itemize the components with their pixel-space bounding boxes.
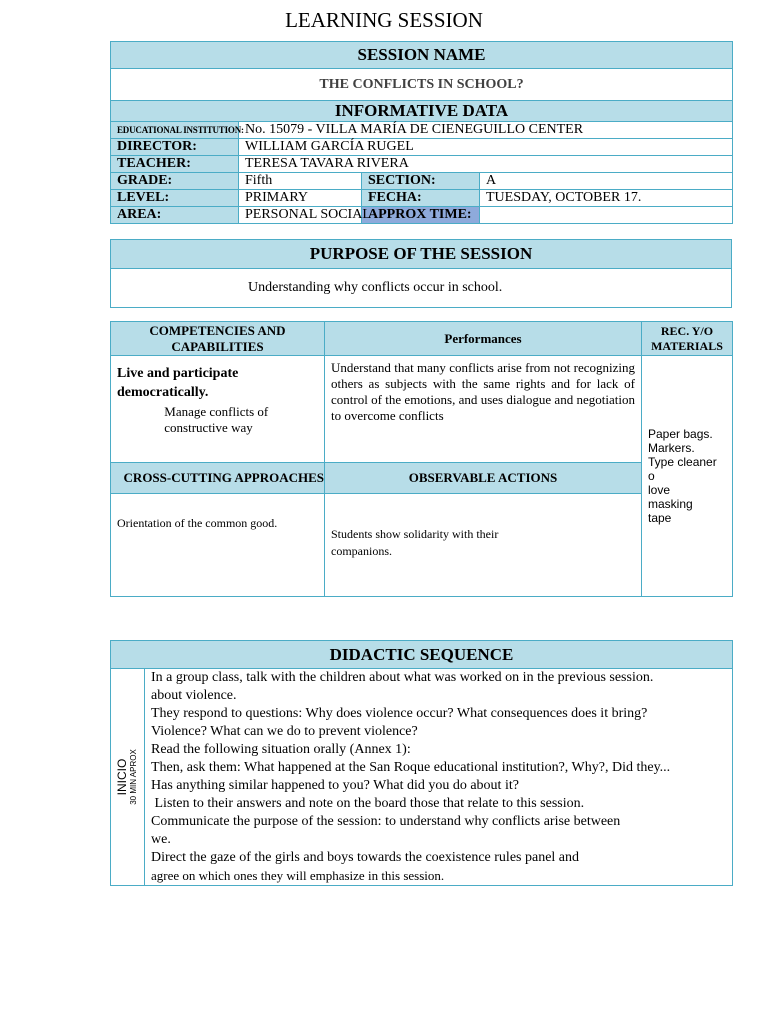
document-title: LEARNING SESSION (285, 8, 483, 32)
area-label: AREA: (111, 207, 239, 224)
material-item: masking (648, 497, 693, 511)
material-item: Type cleaner (648, 455, 717, 469)
materials-header: REC. Y/O MATERIALS (642, 322, 733, 356)
level-value: PRIMARY (239, 190, 362, 207)
purpose-text: Understanding why conflicts occur in school. (111, 269, 732, 308)
sequence-line: Then, ask them: What happened at the San Roque educational institution?, Why?, Did they... (151, 760, 671, 775)
sequence-line: agree on which ones they will emphasize in this session. (151, 868, 445, 883)
director-value: WILLIAM GARCÍA RUGEL (239, 139, 733, 156)
informative-header: INFORMATIVE DATA (111, 101, 733, 122)
sequence-line: Communicate the purpose of the session: to understand why conflicts arise between (151, 814, 621, 829)
sequence-line: about violence. (151, 688, 237, 703)
material-item: Paper bags. (648, 427, 713, 441)
capability-text: Manage conflicts of constructive way (164, 404, 269, 435)
section-label: SECTION: (362, 173, 480, 190)
session-name: THE CONFLICTS IN SCHOOL? (111, 69, 733, 101)
approx-time-value (480, 207, 733, 224)
level-label: LEVEL: (111, 190, 239, 207)
stage-label: INICIO (114, 758, 129, 796)
cross-cutting-header: CROSS-CUTTING APPROACHES (111, 463, 325, 494)
director-label: DIRECTOR: (111, 139, 239, 156)
competency-title: Live and participate democratically. (117, 366, 239, 400)
didactic-header: DIDACTIC SEQUENCE (111, 641, 733, 669)
area-value: PERSONAL SOCIAL (239, 207, 362, 224)
sequence-line: Direct the gaze of the girls and boys towards the coexistence rules panel and (151, 850, 580, 865)
observable-actions-header: OBSERVABLE ACTIONS (325, 463, 642, 494)
competencies-table (110, 321, 733, 597)
approx-time-label: APPROX TIME: (362, 207, 480, 224)
purpose-table (110, 239, 732, 308)
sequence-line: Read the following situation orally (Annex 1): (151, 742, 411, 757)
material-item: Markers. (648, 441, 695, 455)
sequence-line: Violence? What can we do to prevent violence? (151, 724, 418, 739)
performance-text: Understand that many conflicts arise from not recognizing others as subjects with the same rights and for lack of control of the emotions, and uses dialogue and negotiation to overcome conflicts (325, 356, 642, 463)
teacher-value: TERESA TAVARA RIVERA (239, 156, 733, 173)
informative-table (110, 41, 733, 224)
competencies-header: COMPETENCIES AND CAPABILITIES (111, 322, 325, 356)
sequence-line: Has anything similar happened to you? What did you do about it? (151, 778, 519, 793)
material-item: tape (648, 511, 672, 525)
materials-cell (642, 356, 733, 597)
observable-actions-text: Students show solidarity with their companions. (325, 494, 642, 597)
teacher-label: TEACHER: (111, 156, 239, 173)
sequence-line: we. (151, 832, 171, 847)
stage-time: 30 MIN APROX (128, 749, 138, 805)
grade-label: GRADE: (111, 173, 239, 190)
performances-header: Performances (325, 322, 642, 356)
sequence-line: Listen to their answers and note on the board those that relate to this session. (151, 796, 585, 811)
material-item: o (648, 469, 655, 483)
sequence-line: They respond to questions: Why does violence occur? What consequences does it bring? (151, 706, 648, 721)
material-item: love (648, 483, 671, 497)
grade-value: Fifth (239, 173, 362, 190)
sequence-line: In a group class, talk with the children about what was worked on in the previous session. (151, 670, 654, 685)
section-value: A (480, 173, 733, 190)
didactic-table (110, 640, 733, 886)
institution-label: EDUCATIONAL INSTITUTION: (111, 122, 239, 139)
institution-value: No. 15079 - VILLA MARÍA DE CIENEGUILLO CENTER (239, 122, 733, 139)
fecha-value: TUESDAY, OCTOBER 17. (480, 190, 733, 207)
bullet-icon (147, 404, 164, 436)
cross-cutting-text: Orientation of the common good. (111, 494, 325, 597)
purpose-header: PURPOSE OF THE SESSION (111, 240, 732, 269)
fecha-label: FECHA: (362, 190, 480, 207)
session-name-header: SESSION NAME (111, 42, 733, 69)
